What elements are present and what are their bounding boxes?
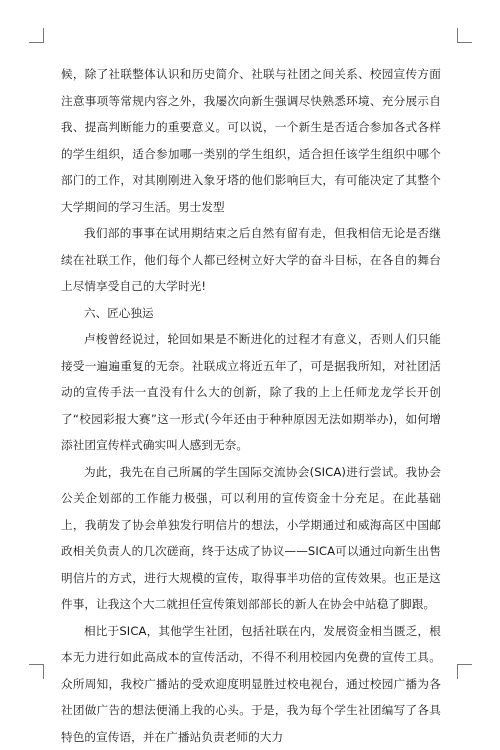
paragraph-5: 相比于SICA，其他学生社团，包括社联在内，发展资金相当匮乏，根本无力进行如此高成本的宣传活动，不得不利用校园内免费的宣传工具。众所周知，我校广播站的受欢迎度明显胜过校电视台，通过校园广播为各社团做广告的想法便涌上我的心头。于是，我为每个学生社团编写了各具特色的宣传语，并在广播站负责老师的大力 bbox=[61, 618, 441, 750]
paragraph-1: 候，除了社联整体认识和历史简介、社联与社团之间关系、校园宣传方面注意事项等常规内容之外，我屡次向新生强调尽快熟悉环境、充分展示自我、提高判断能力的重要意义。可以说，一个新生是否适合参加各式各样的学生组织，适合参加哪一类别的学生组织，适合担任该学生组织中哪个部门的工作，对其刚刚进入象牙塔的他们影响巨大，有可能决定了其整个大学期间的学习生活。男士发型 bbox=[61, 61, 441, 220]
paragraph-2: 我们部的事事在试用期结束之后自然有留有走，但我相信无论是否继续在社联工作，他们每个人都已经树立好大学的奋斗目标，在各自的舞台上尽情享受自己的大学时光! bbox=[61, 220, 441, 300]
paragraph-3: 卢梭曾经说过，轮回如果是不断进化的过程才有意义，否则人们只能接受一遍遍重复的无奈。社联成立将近五年了，可是据我所知，对社团活动的宣传手法一直没有什么大的创新，除了我的上上任师龙龙学长开创了“校园彩报大赛”这一形式(今年还由于种种原因无法如期举办)，如何增添社团宣传样式确实叫人感到无奈。 bbox=[61, 326, 441, 459]
document-body bbox=[61, 61, 441, 750]
section-heading: 六、匠心独运 bbox=[61, 300, 441, 327]
crop-mark-top-right bbox=[457, 28, 472, 43]
crop-mark-bottom-right bbox=[457, 664, 472, 679]
crop-mark-bottom-left bbox=[29, 664, 44, 679]
paragraph-4: 为此，我先在自己所属的学生国际交流协会(SICA)进行尝试。我协会公关企划部的工作能力极强，可以利用的宣传资金十分充足。在此基础上，我萌发了协会单独发行明信片的想法，小学期通过和威海高区中国邮政相关负责人的几次磋商，终于达成了协议——SICA可以通过向新生出售明信片的方式，进行大规模的宣传，取得事半功倍的宣传效果。也正是这件事，让我这个大二就担任宣传策划部部长的新人在协会中站稳了脚跟。 bbox=[61, 459, 441, 618]
crop-mark-top-left bbox=[29, 28, 44, 43]
